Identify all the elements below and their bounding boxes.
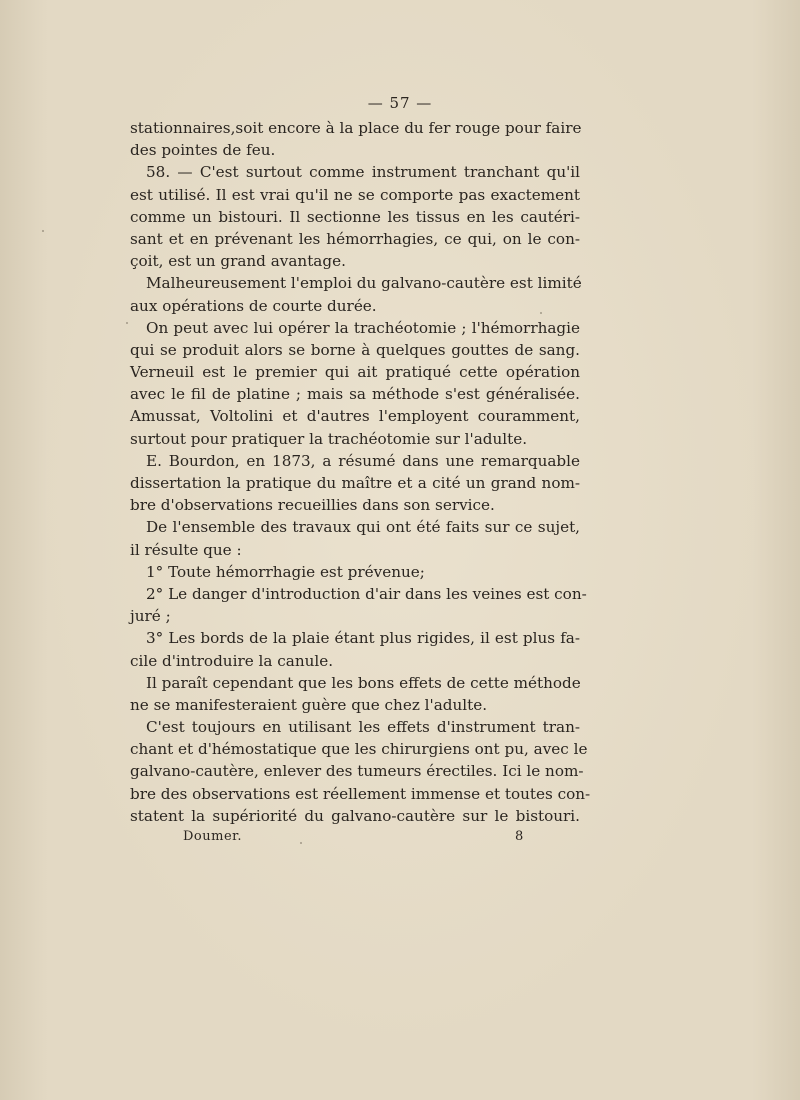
paper-speck: [42, 230, 44, 232]
text-line: galvano-cautère, enlever des tumeurs érectiles. Ici le nom-: [130, 762, 584, 781]
text-line: bre d'observations recueillies dans son service.: [130, 496, 495, 515]
text-line: comme un bistouri. Il sectionne les tissus en les cautéri-: [130, 207, 580, 226]
text-line: De l'ensemble des travaux qui ont été faits sur ce sujet,: [146, 518, 580, 537]
page-number: — 57 —: [367, 94, 433, 112]
text-line: est utilisé. Il est vrai qu'il ne se comporte pas exactement: [130, 185, 580, 204]
text-line: Verneuil est le premier qui ait pratiqué cette opération: [130, 363, 580, 382]
text-line: 58. — C'est surtout comme instrument tranchant qu'il: [146, 163, 580, 182]
text-line: chant et d'hémostatique que les chirurgiens ont pu, avec le: [130, 740, 588, 759]
paper-speck: [300, 842, 302, 844]
text-line: statent la supériorité du galvano-cautère sur le bistouri.: [130, 806, 580, 825]
text-line: juré ;: [130, 607, 171, 626]
text-line: avec le fil de platine ; mais sa méthode s'est généralisée.: [130, 385, 580, 404]
text-line: E. Bourdon, en 1873, a résumé dans une remarquable: [146, 451, 580, 470]
body-text: [130, 117, 591, 827]
text-line: 1° Toute hémorrhagie est prévenue;: [146, 562, 425, 581]
text-line: stationnaires,soit encore à la place du fer rouge pour faire: [130, 119, 582, 137]
text-line: 2° Le danger d'introduction d'air dans les veines est con-: [146, 584, 587, 603]
text-line: il résulte que :: [130, 540, 242, 559]
printer-signature: Doumer.: [183, 829, 243, 844]
text-line: surtout pour pratiquer la trachéotomie sur l'adulte.: [130, 429, 528, 448]
text-line: qui se produit alors se borne à quelques gouttes de sang.: [130, 340, 580, 359]
text-line: çoit, est un grand avantage.: [130, 252, 346, 271]
text-line: Il paraît cependant que les bons effets de cette méthode: [146, 673, 581, 692]
text-line: On peut avec lui opérer la trachéotomie ; l'hémorrhagie: [146, 318, 580, 337]
text-line: C'est toujours en utilisant les effets d'instrument tran-: [146, 718, 580, 737]
text-line: sant et en prévenant les hémorrhagies, ce qui, on le con-: [130, 229, 580, 248]
text-line: Amussat, Voltolini et d'autres l'employent couramment,: [130, 407, 580, 426]
sheet-number: 8: [515, 829, 524, 844]
text-line: 3° Les bords de la plaie étant plus rigides, il est plus fa-: [146, 629, 580, 648]
text-line: dissertation la pratique du maître et a cité un grand nom-: [130, 474, 580, 492]
text-line: des pointes de feu.: [130, 141, 276, 160]
text-line: cile d'introduire la canule.: [130, 651, 334, 670]
text-line: aux opérations de courte durée.: [130, 296, 377, 315]
text-line: bre des observations est réellement immense et toutes con-: [130, 784, 591, 803]
text-line: ne se manifesteraient guère que chez l'adulte.: [130, 695, 488, 714]
paper-speck: [126, 322, 128, 324]
paper-speck: [540, 312, 542, 314]
text-line: Malheureusement l'emploi du galvano-cautère est limité: [146, 274, 582, 293]
